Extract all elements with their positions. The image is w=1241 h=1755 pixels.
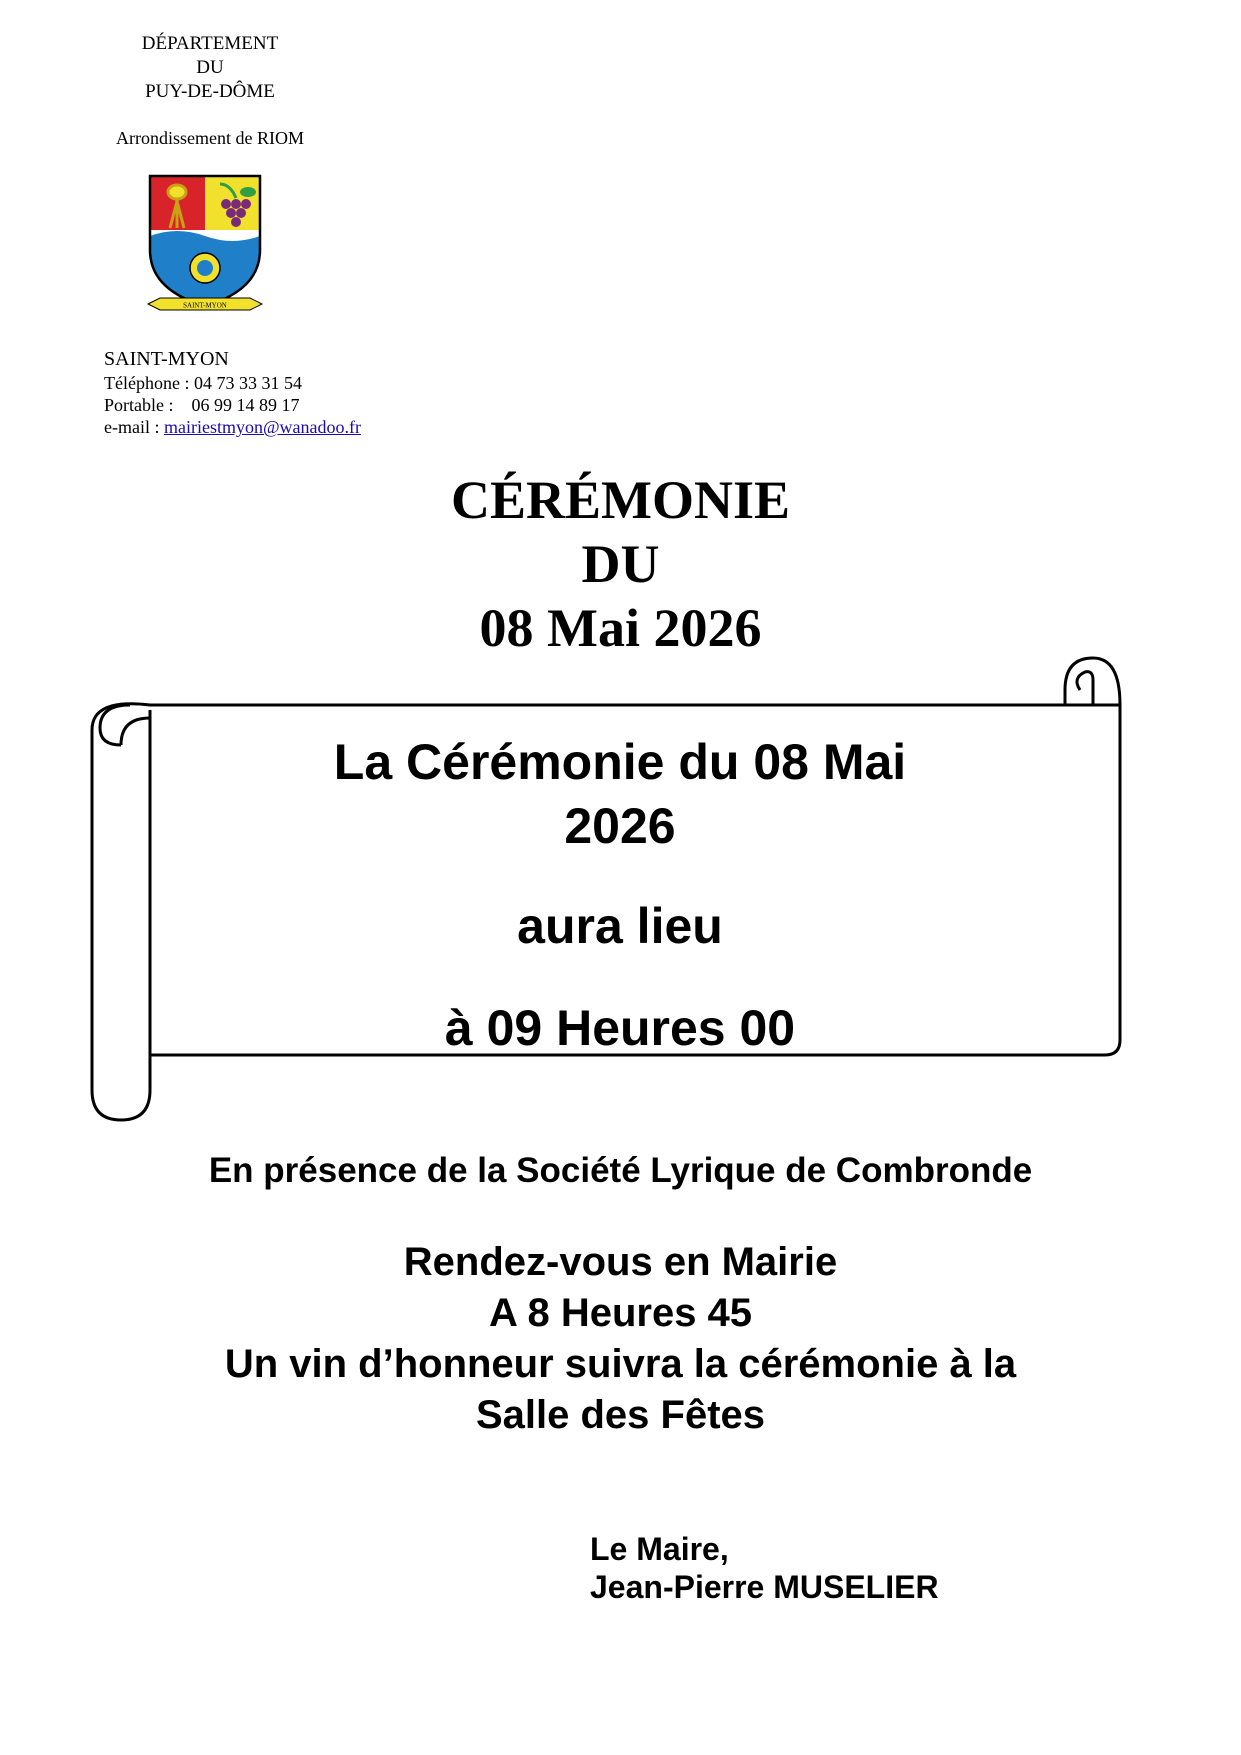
arrondissement-label: Arrondissement de RIOM xyxy=(116,128,304,148)
mobile-number: 06 99 14 89 17 xyxy=(191,395,300,415)
scroll-line: La Cérémonie du 08 Mai xyxy=(333,734,907,790)
rendezvous-line: Salle des Fêtes xyxy=(475,1393,766,1437)
contact-block xyxy=(104,348,361,438)
department-line: DÉPARTEMENT xyxy=(141,33,279,54)
rendezvous-line: Un vin d’honneur suivra la cérémonie à la xyxy=(224,1342,1017,1386)
department-line: PUY-DE-DÔME xyxy=(145,81,275,102)
scroll-line: 2026 xyxy=(564,798,676,854)
rendezvous-line: A 8 Heures 45 xyxy=(488,1291,753,1335)
title-line: DU xyxy=(581,534,660,594)
title-line: 08 Mai 2026 xyxy=(479,598,762,658)
phone-row xyxy=(104,372,361,394)
page-title xyxy=(0,468,1241,660)
scroll-heading xyxy=(150,730,1090,858)
signature-name: Jean-Pierre MUSELIER xyxy=(590,1569,939,1605)
phone-number: 04 73 33 31 54 xyxy=(193,373,302,393)
title-line: CÉRÉMONIE xyxy=(450,470,791,530)
rendezvous-line: Rendez-vous en Mairie xyxy=(403,1240,838,1284)
signature-title: Le Maire, xyxy=(590,1531,729,1567)
email-row xyxy=(104,416,361,438)
rendezvous-block xyxy=(0,1237,1241,1441)
coat-banner-text: SAINT-MYON xyxy=(183,301,227,310)
coat-of-arms-icon xyxy=(140,170,270,318)
scroll-line: aura lieu xyxy=(517,898,723,954)
department-line: DU xyxy=(196,57,224,78)
scroll-line: à 09 Heures 00 xyxy=(444,1000,796,1056)
signature-block xyxy=(590,1530,939,1606)
town-name: SAINT-MYON xyxy=(104,348,229,370)
presence-text: En présence de la Société Lyrique de Combronde xyxy=(208,1151,1033,1190)
mobile-label: Portable : xyxy=(104,395,174,415)
phone-label: Téléphone : xyxy=(104,373,190,393)
mobile-row xyxy=(104,394,361,416)
department-header xyxy=(110,32,310,104)
email-link[interactable]: mairiestmyon@wanadoo.fr xyxy=(163,417,362,437)
email-label: e-mail : xyxy=(104,417,160,437)
